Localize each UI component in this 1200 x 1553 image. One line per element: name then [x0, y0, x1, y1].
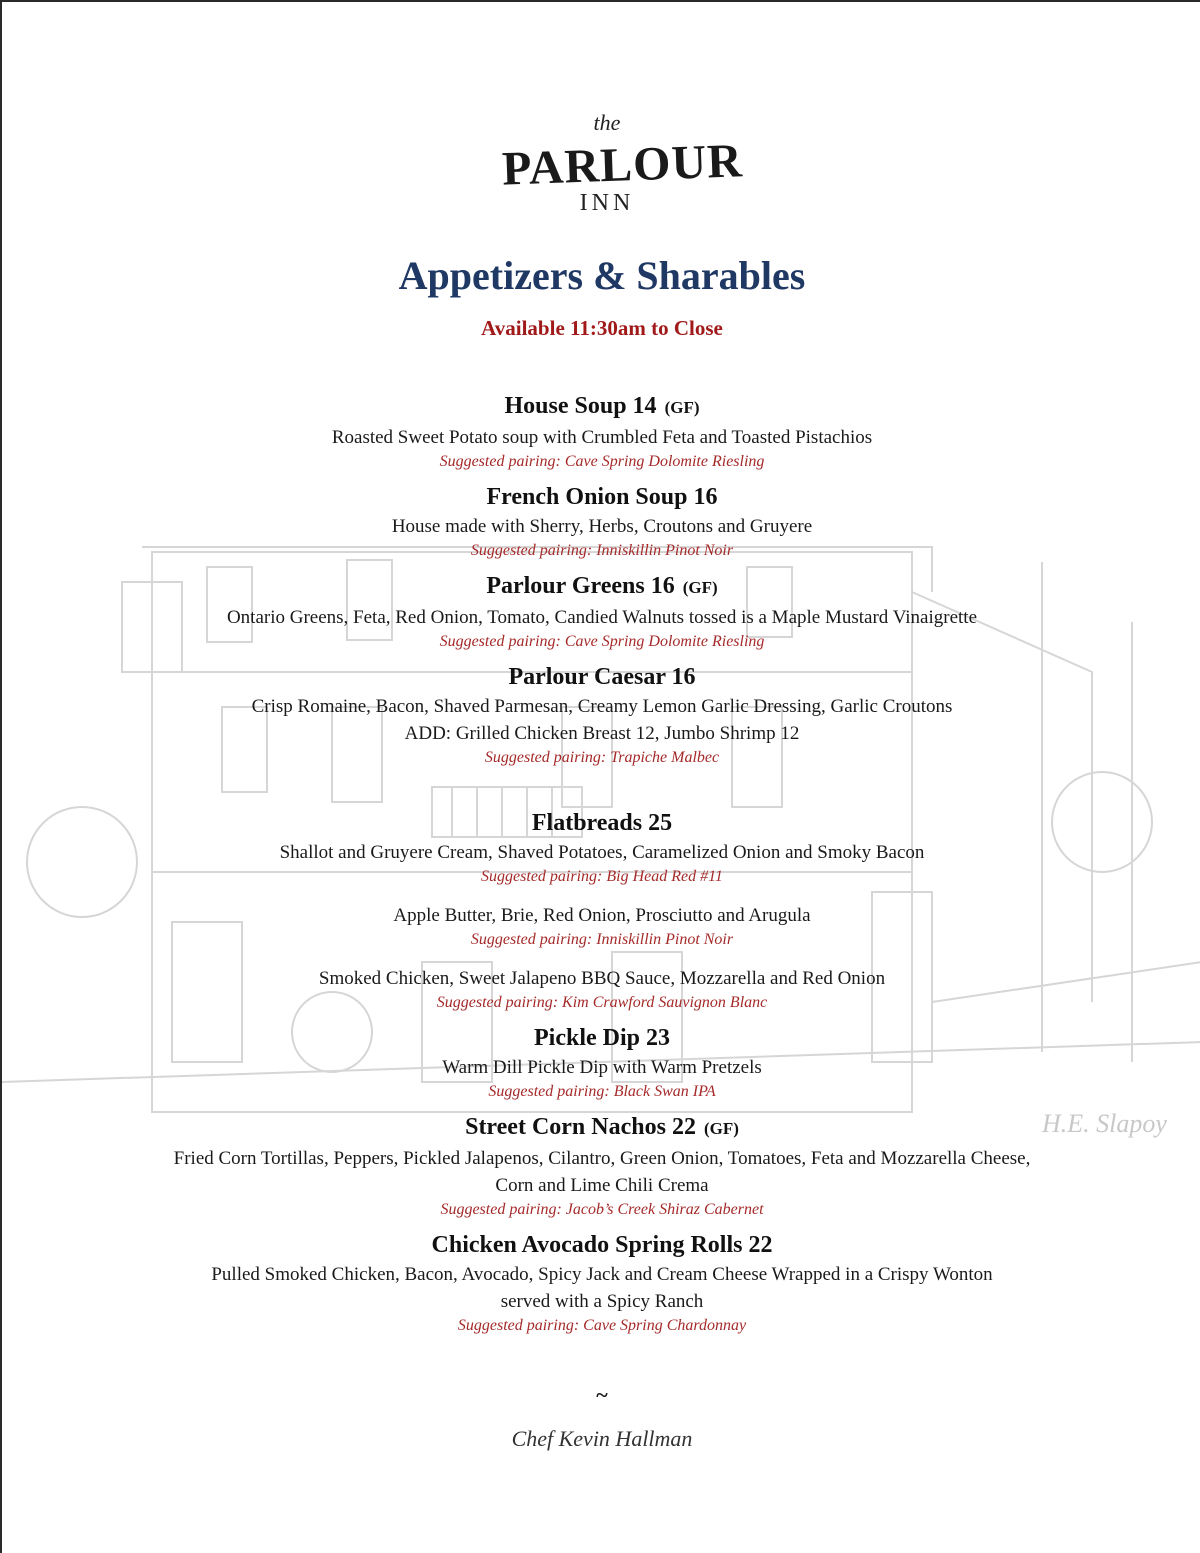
item-pairing: Suggested pairing: Inniskillin Pinot Noir: [470, 542, 734, 559]
flatbread-option: Apple Butter, Brie, Red Onion, Prosciutto and Arugula: [393, 905, 811, 926]
item-description-cont: Corn and Lime Chili Crema: [495, 1175, 709, 1196]
item-pairing: Suggested pairing: Cave Spring Chardonnay: [457, 1317, 747, 1334]
chef-signature: Chef Kevin Hallman: [511, 1426, 693, 1451]
item-pairing: Suggested pairing: Trapiche Malbec: [484, 749, 720, 766]
item-name: Street Corn Nachos 22: [465, 1114, 696, 1140]
flatbread-option: Shallot and Gruyere Cream, Shaved Potatoes, Caramelized Onion and Smoky Bacon: [279, 842, 925, 863]
item-description: Ontario Greens, Feta, Red Onion, Tomato, Candied Walnuts tossed is a Maple Mustard Vinaigrette: [226, 607, 978, 628]
item-description: Pulled Smoked Chicken, Bacon, Avocado, Spicy Jack and Cream Cheese Wrapped in a Crispy Wonton: [211, 1264, 993, 1285]
item-description: Fried Corn Tortillas, Peppers, Pickled Jalapenos, Cilantro, Green Onion, Tomatoes, Feta and Mozzarella Cheese,: [173, 1148, 1031, 1169]
item-pairing: Suggested pairing: Inniskillin Pinot Noir: [470, 931, 734, 948]
item-name: Flatbreads 25: [531, 810, 673, 836]
menu-item-chicken-avocado-spring-rolls: [2, 1229, 1200, 1337]
menu-item-parlour-greens: [2, 570, 1200, 653]
item-pairing: Suggested pairing: Big Head Red #11: [481, 868, 723, 885]
item-name: Parlour Caesar 16: [508, 664, 696, 690]
item-description: House made with Sherry, Herbs, Croutons and Gruyere: [391, 516, 813, 537]
page-title: Appetizers & Sharables: [398, 253, 806, 298]
logo-the: the: [593, 110, 621, 135]
item-name: House Soup 14: [504, 393, 657, 419]
item-pairing: Suggested pairing: Black Swan IPA: [488, 1083, 716, 1100]
item-name: Pickle Dip 23: [534, 1025, 670, 1051]
item-add-ons: ADD: Grilled Chicken Breast 12, Jumbo Shrimp 12: [404, 723, 800, 744]
item-pairing: Suggested pairing: Cave Spring Dolomite Riesling: [439, 633, 765, 650]
artist-signature: H.E. Slapoy: [1042, 1109, 1167, 1138]
logo-inn: INN: [579, 190, 635, 216]
item-description: Crisp Romaine, Bacon, Shaved Parmesan, Creamy Lemon Garlic Dressing, Garlic Croutons: [251, 696, 953, 717]
menu-item-flatbreads: [2, 807, 1200, 1014]
menu-item-house-soup: [2, 390, 1200, 473]
menu-item-parlour-caesar: [2, 661, 1200, 769]
logo-name: PARLOUR: [501, 134, 744, 196]
item-description-cont: served with a Spicy Ranch: [500, 1291, 704, 1312]
divider: ~: [596, 1382, 608, 1407]
item-pairing: Suggested pairing: Jacob’s Creek Shiraz Cabernet: [440, 1201, 764, 1218]
item-pairing: Suggested pairing: Kim Crawford Sauvignon Blanc: [436, 994, 768, 1011]
gf-tag: (GF): [703, 1119, 739, 1138]
flatbread-option: Smoked Chicken, Sweet Jalapeno BBQ Sauce, Mozzarella and Red Onion: [318, 968, 886, 989]
item-name: French Onion Soup 16: [486, 484, 718, 510]
item-description: Roasted Sweet Potato soup with Crumbled Feta and Toasted Pistachios: [331, 427, 873, 448]
hours-note: Available 11:30am to Close: [481, 316, 723, 340]
logo: [501, 110, 744, 220]
gf-tag: (GF): [682, 578, 718, 597]
item-pairing: Suggested pairing: Cave Spring Dolomite Riesling: [439, 453, 765, 470]
menu-item-french-onion-soup: [2, 481, 1200, 562]
gf-tag: (GF): [664, 398, 700, 417]
menu-items: [2, 390, 1200, 1337]
menu-item-pickle-dip: [2, 1022, 1200, 1103]
item-name: Parlour Greens 16: [486, 573, 675, 599]
item-description: Warm Dill Pickle Dip with Warm Pretzels: [442, 1057, 762, 1078]
menu-item-street-corn-nachos: [2, 1111, 1200, 1221]
item-name: Chicken Avocado Spring Rolls 22: [431, 1232, 773, 1258]
